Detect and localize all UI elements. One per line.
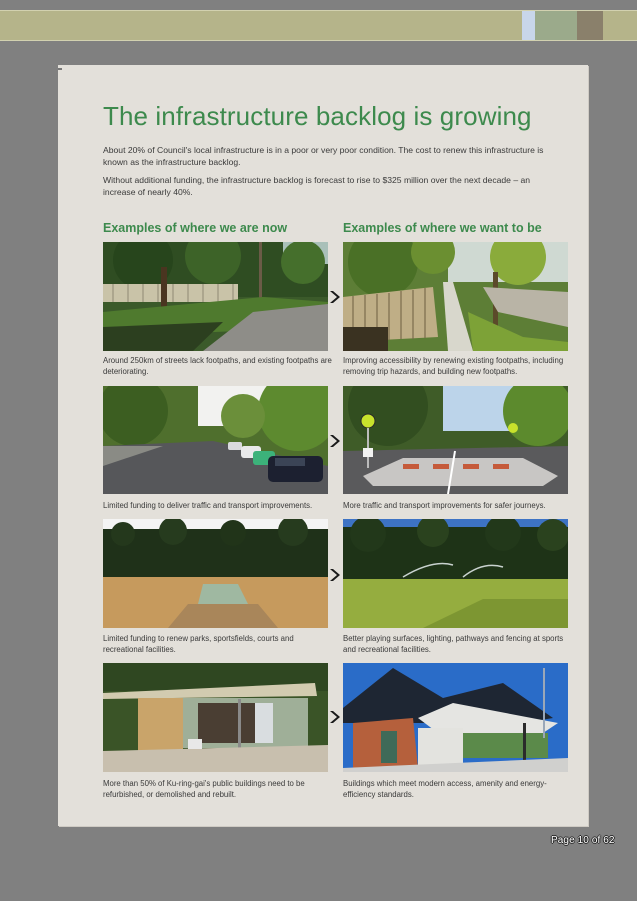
photo-dry-sportsfield	[103, 519, 328, 628]
document-page	[58, 65, 588, 826]
caption-now-4: More than 50% of Ku-ring-gai's public buildings need to be refurbished, or demolished and rebuilt.	[103, 779, 305, 799]
photo-old-amenities-building	[103, 663, 328, 772]
toolbar-swatch-light-blue	[522, 11, 535, 40]
viewer-toolbar	[0, 10, 637, 41]
photo-new-footpath	[343, 242, 568, 351]
photo-modern-pavilion	[343, 663, 568, 772]
caption-now-3: Limited funding to renew parks, sportsfields, courts and recreational facilities.	[103, 634, 294, 654]
photo-raised-pedestrian-crossing	[343, 386, 568, 494]
arrow-right-icon	[330, 435, 340, 447]
arrow-right-icon	[330, 711, 340, 723]
caption-future-2: More traffic and transport improvements for safer journeys.	[343, 501, 546, 510]
toolbar-swatch-brown	[577, 11, 603, 40]
photo-green-sportsfield-sprinklers	[343, 519, 568, 628]
arrow-right-icon	[330, 569, 340, 581]
intro-paragraph-2: Without additional funding, the infrastructure backlog is forecast to rise to $325 million over the next decade – an increase of nearly 40%.	[103, 175, 531, 197]
arrow-right-icon	[330, 291, 340, 303]
caption-now-2: Limited funding to deliver traffic and transport improvements.	[103, 501, 313, 510]
caption-future-1: Improving accessibility by renewing existing footpaths, including removing trip hazards, and building new footpaths.	[343, 356, 564, 376]
page-title: The infrastructure backlog is growing	[103, 101, 532, 131]
column-heading-future: Examples of where we want to be	[343, 221, 542, 235]
column-heading-now: Examples of where we are now	[103, 221, 288, 235]
caption-now-1: Around 250km of streets lack footpaths, and existing footpaths are deteriorating.	[103, 356, 332, 376]
photo-street-with-parked-cars	[103, 386, 328, 494]
intro-paragraph-1: About 20% of Council's local infrastructure is in a poor or very poor condition. The cost to renew this infrastructure is known as the infrastructure backlog.	[103, 145, 544, 167]
page-corner-mark	[58, 68, 62, 70]
caption-future-4: Buildings which meet modern access, amenity and energy-efficiency standards.	[343, 779, 547, 799]
caption-future-3: Better playing surfaces, lighting, pathways and fencing at sports and recreational facilities.	[343, 634, 564, 654]
photo-street-without-footpath	[103, 242, 328, 351]
page-indicator: Page 10 of 62	[551, 835, 615, 846]
toolbar-swatch-green	[535, 11, 577, 40]
